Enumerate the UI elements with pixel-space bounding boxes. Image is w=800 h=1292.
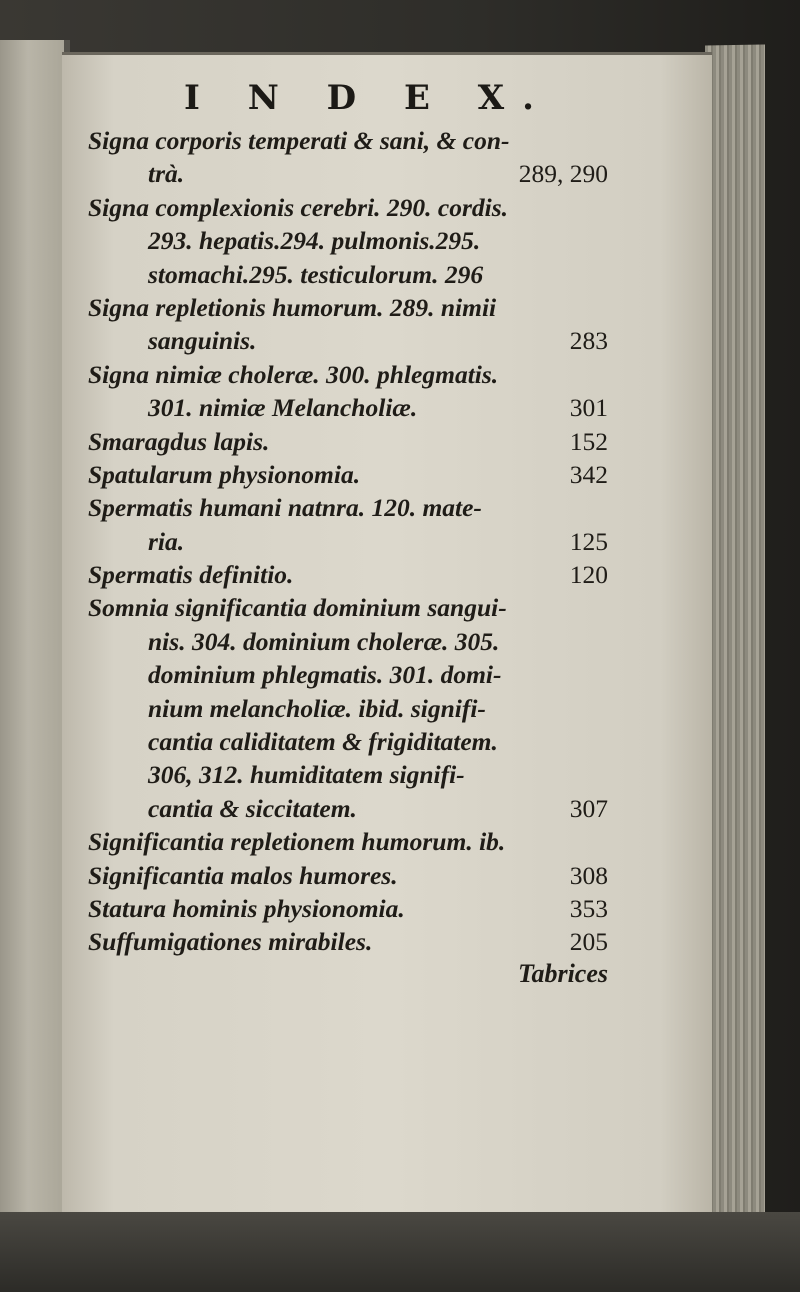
entry-text: trà.: [148, 159, 185, 189]
page-reference: 353: [569, 893, 608, 923]
entry-text: Somnia significantia dominium sangui-: [88, 593, 507, 623]
entry-line: [88, 758, 608, 791]
index-entry: [88, 425, 608, 458]
entry-text: Signa nimiæ choleræ. 300. phlegmatis.: [88, 359, 499, 389]
entry-line: [88, 725, 608, 758]
entry-line: [88, 458, 608, 491]
index-entry: [88, 458, 608, 491]
page-reference: 152: [569, 426, 608, 456]
index-entry: [88, 191, 608, 291]
entry-text: Spatularum physionomia.: [88, 459, 361, 489]
entry-text: Significantia malos humores.: [88, 860, 398, 890]
entry-text: nis. 304. dominium choleræ. 305.: [148, 626, 500, 656]
entry-text: 293. hepatis.294. pulmonis.295.: [148, 226, 481, 256]
entry-line: [88, 391, 608, 424]
entry-line: [88, 324, 608, 357]
index-entry: [88, 358, 608, 425]
index-entry: [88, 825, 608, 858]
page-reference: 283: [569, 326, 608, 356]
entry-text: 301. nimiæ Melancholiæ.: [148, 393, 418, 423]
page-reference: 120: [569, 560, 608, 590]
page-reference: 307: [569, 793, 608, 823]
entry-line: [88, 157, 608, 190]
index-entry: [88, 925, 608, 958]
entry-line: [88, 692, 608, 725]
entry-text: Suffumigationes mirabiles.: [88, 927, 373, 957]
index-entry: [88, 859, 608, 892]
index-entries: [88, 124, 608, 959]
entry-text: Signa repletionis humorum. 289. nimii: [88, 292, 497, 322]
entry-text: dominium phlegmatis. 301. domi-: [148, 660, 502, 690]
entry-line: [88, 792, 608, 825]
page-content: [88, 78, 608, 989]
entry-text: Significantia repletionem humorum. ib.: [88, 827, 506, 857]
scan-background: [0, 1212, 800, 1292]
entry-text: Signa corporis temperati & sani, & con-: [88, 126, 510, 155]
entry-line: [88, 859, 608, 892]
entry-text: Statura hominis physionomia.: [88, 893, 405, 923]
entry-text: ria.: [148, 526, 185, 556]
page-reference: 289, 290: [518, 159, 608, 189]
page-reference: 125: [569, 526, 608, 556]
entry-line: [88, 291, 608, 324]
entry-line: [88, 191, 608, 224]
page-title: I N D E X.: [184, 78, 552, 118]
entry-text: cantia caliditatem & frigiditatem.: [148, 727, 498, 757]
entry-line: [88, 425, 608, 458]
entry-text: nium melancholiæ. ibid. signifi-: [148, 693, 486, 723]
page-stack-edge: [705, 44, 765, 1230]
entry-line: [88, 525, 608, 558]
entry-line: [88, 491, 608, 524]
index-entry: [88, 892, 608, 925]
catchword: Tabrices: [517, 958, 608, 988]
index-entry: [88, 291, 608, 358]
entry-text: Spermatis humani natnra. 120. mate-: [88, 493, 482, 523]
entry-line: [88, 658, 608, 691]
entry-line: [88, 558, 608, 591]
previous-page-edge: [0, 40, 70, 1230]
page-reference: 205: [569, 927, 608, 957]
page-reference: 342: [569, 459, 608, 489]
entry-text: sanguinis.: [148, 326, 257, 356]
page-reference: 308: [569, 860, 608, 890]
index-entry: [88, 491, 608, 558]
entry-text: cantia & siccitatem.: [148, 793, 357, 823]
entry-text: stomachi.295. testiculorum. 296: [148, 259, 484, 289]
entry-line: [88, 925, 608, 958]
entry-line: [88, 258, 608, 291]
index-entry: [88, 591, 608, 825]
entry-line: [88, 892, 608, 925]
entry-text: Spermatis definitio.: [88, 560, 294, 590]
index-entry: [88, 558, 608, 591]
entry-line: [88, 591, 608, 624]
entry-text: Signa complexionis cerebri. 290. cordis.: [88, 192, 509, 222]
entry-line: [88, 625, 608, 658]
page-reference: 301: [569, 393, 608, 423]
entry-line: [88, 124, 608, 157]
entry-line: [88, 224, 608, 257]
entry-text: Smaragdus lapis.: [88, 426, 270, 456]
index-entry: [88, 124, 608, 191]
entry-line: [88, 825, 608, 858]
entry-line: [88, 358, 608, 391]
entry-text: 306, 312. humiditatem signifi-: [148, 760, 465, 790]
